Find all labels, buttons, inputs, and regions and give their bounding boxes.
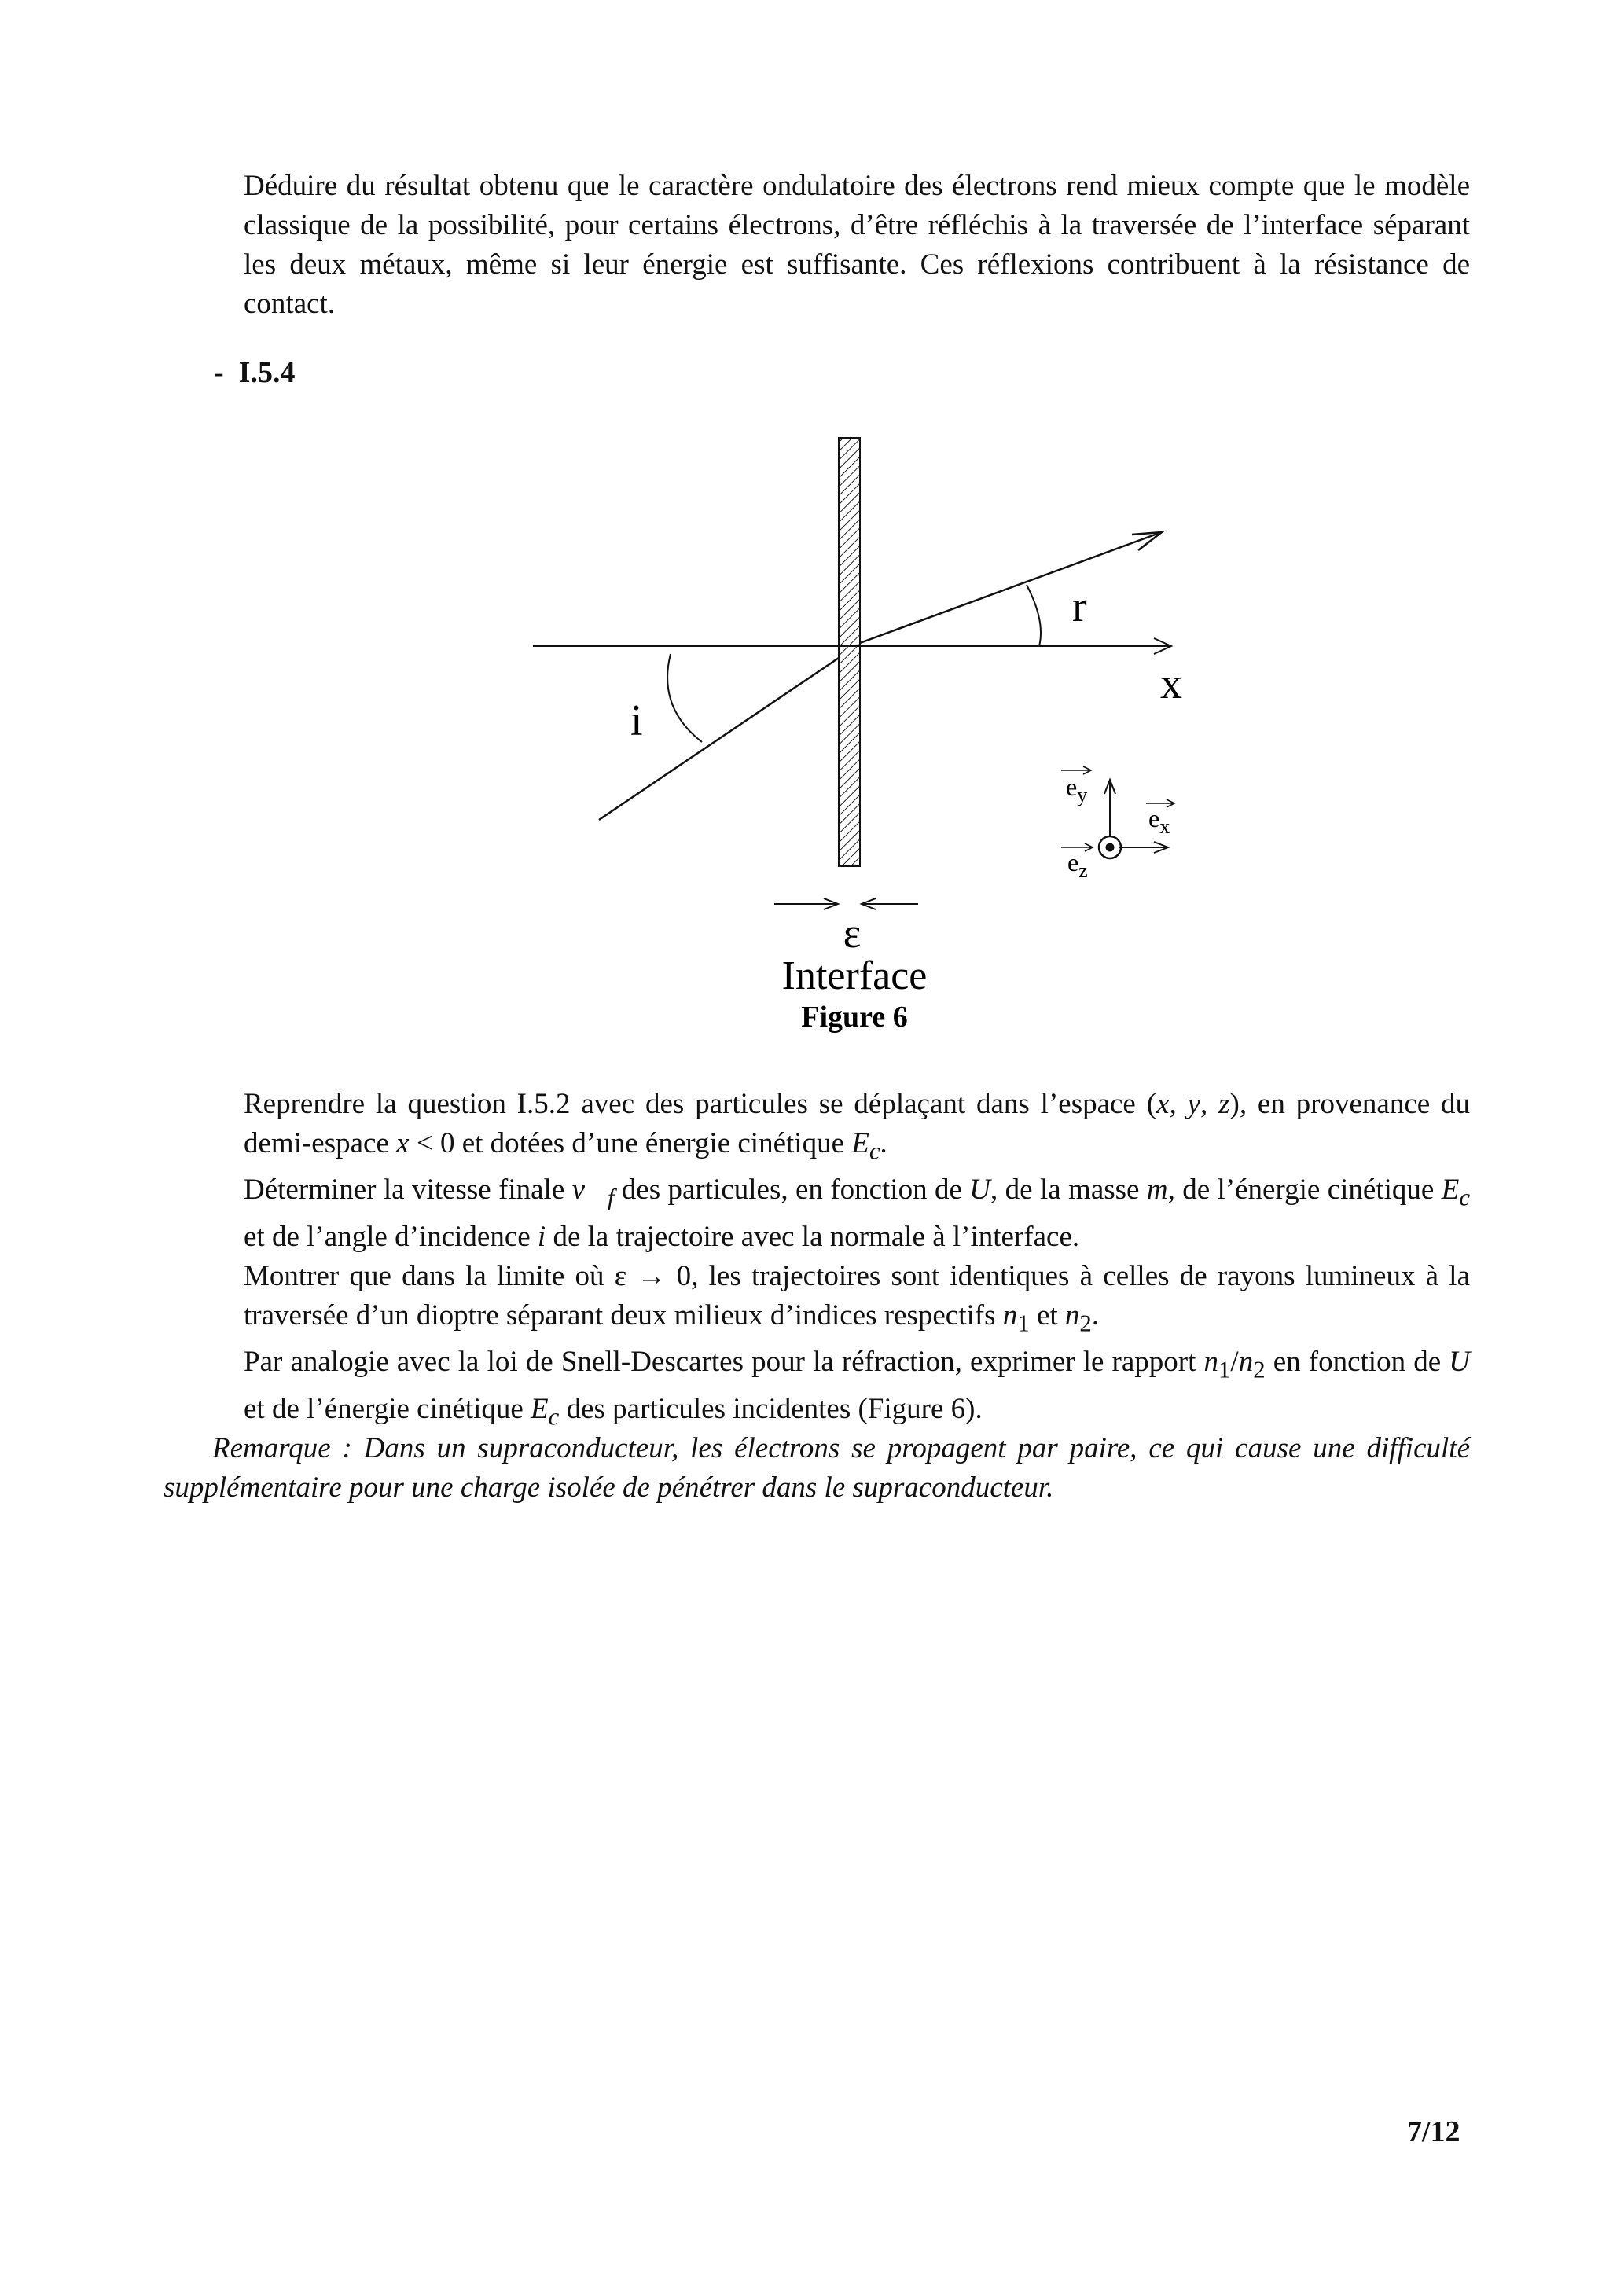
paragraph-1: Reprendre la question I.5.2 avec des particules se déplaçant dans l’espace (x, y, z), en provenance du demi-espace x < 0 et dotées d’une énergie cinétique $E_c$. — [244, 1088, 1471, 1165]
refracted-ray — [860, 533, 1159, 643]
interface-label: Interface — [781, 953, 928, 998]
basis-ez: $e_z$ — [1067, 848, 1088, 882]
question-body — [244, 1085, 1470, 1436]
paragraph-3: Montrer que dans la limite où ε → 0, les trajectoires sont identiques à celles de rayons lumineux à la traversée d’un dioptre séparant deux milieux d’indices respectifs $n_1$ et $n_2$. — [244, 1259, 1470, 1337]
angle-arc-r — [1027, 585, 1041, 646]
intro-text: Déduire du résultat obtenu que le caractère ondulatoire des électrons rend mieux compte que le modèle classique de la possibilité, pour certains électrons, d’être réfléchis à la traversée de l’interface séparant les deux métaux, même si leur énergie est suffisante. Ces réflexions contribuent à la résistance de contact. — [244, 170, 1470, 320]
label-x: x — [1160, 659, 1182, 708]
epsilon-label: ε — [843, 909, 862, 957]
figure-caption: Figure 6 — [801, 1001, 908, 1034]
label-i: i — [630, 696, 643, 745]
page-number: 7/12 — [1407, 2115, 1460, 2148]
basis-ey: $e_y$ — [1066, 773, 1088, 806]
section-dash: - — [214, 356, 224, 389]
section-label: I.5.4 — [238, 356, 296, 389]
basis-ex: $e_x$ — [1148, 804, 1170, 838]
paragraph-2: Déterminer la vitesse finale $v⃗_f$ des particules, en fonction de U, de la masse m, de l’énergie cinétique $E_c$ et de l’angle d’incidence i de la trajectoire avec la normale à l’interface. — [244, 1174, 1471, 1253]
label-r: r — [1072, 582, 1087, 631]
angle-arc-i — [667, 654, 702, 742]
remark: Remarque : Dans un supraconducteur, les électrons se propagent par paire, ce qui cause une difficulté supplémentaire pour une charge isolée de pénétrer dans le supraconducteur. — [164, 1432, 1470, 1504]
interface-slab — [839, 438, 860, 866]
paragraph-4: Par analogie avec la loi de Snell-Descartes pour la réfraction, exprimer le rapport $n_1/n_2$ en fonction de U et de l’énergie cinétique $E_c$ des particules incidentes (Figure 6). — [244, 1346, 1470, 1430]
ez-symbol-dot — [1106, 843, 1115, 852]
